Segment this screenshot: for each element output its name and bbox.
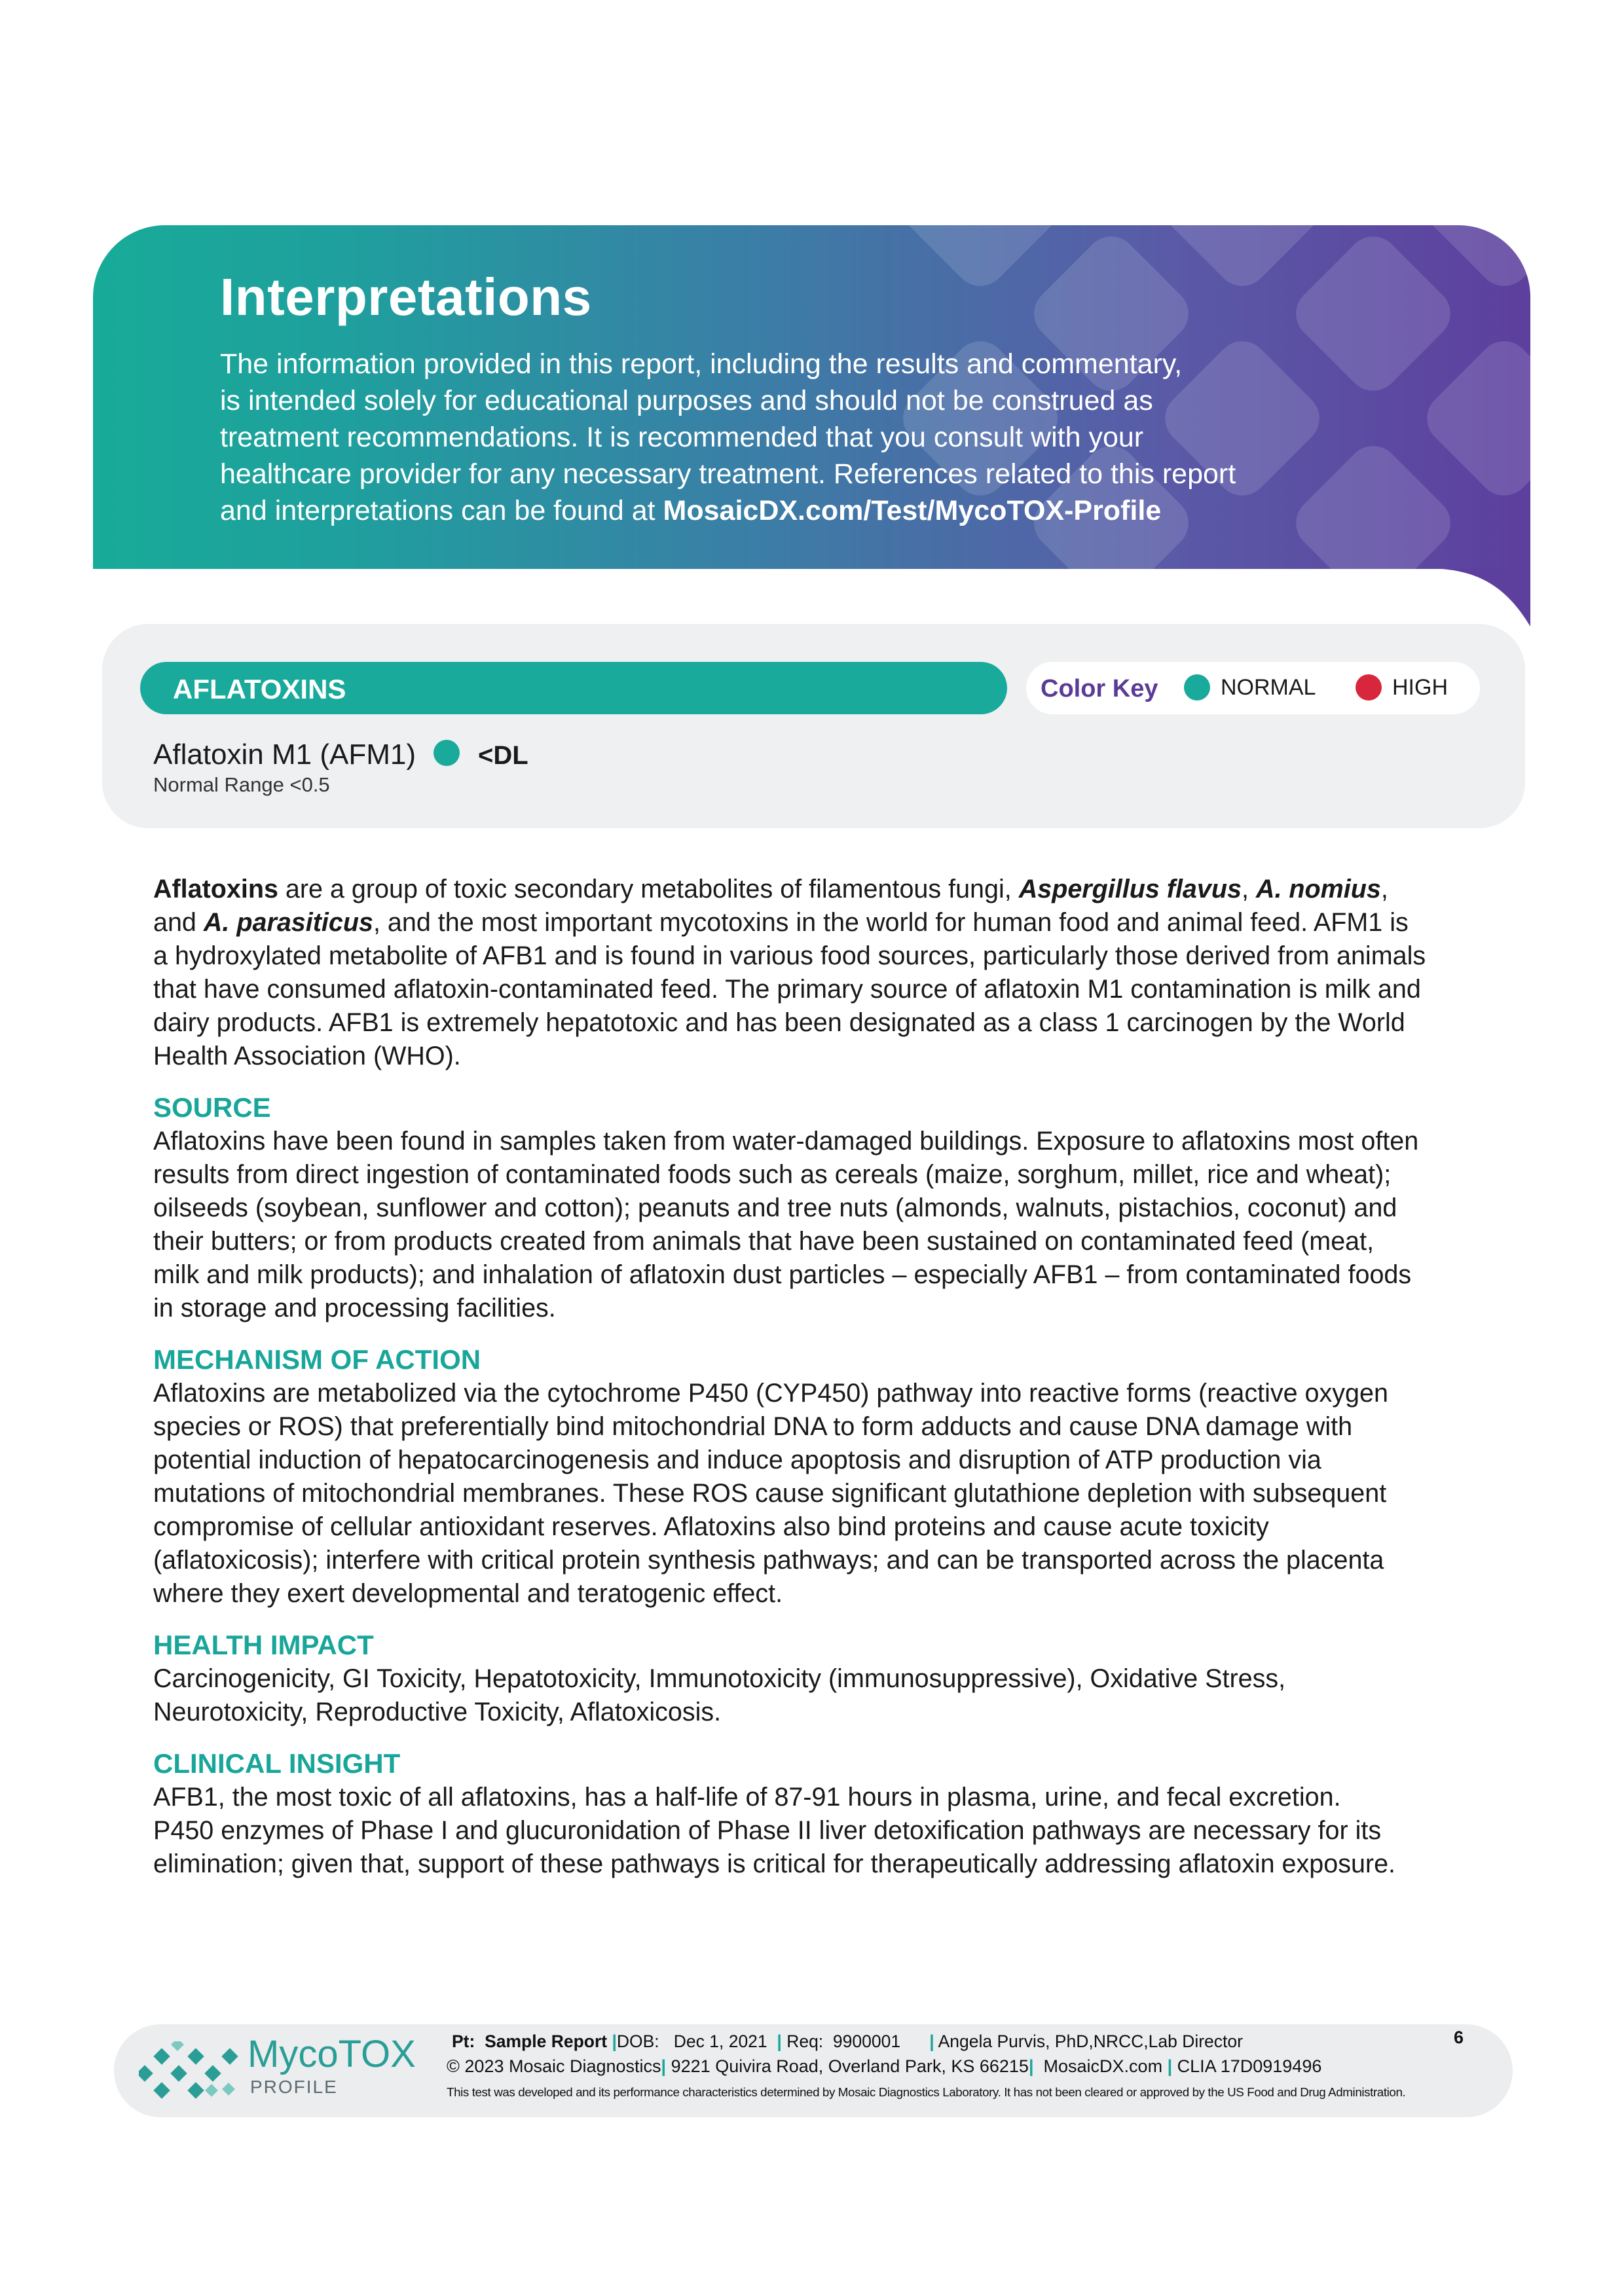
intro-text: , [1380,875,1388,903]
section-line: Aflatoxins are metabolized via the cytochrome P450 (CYP450) pathway into reactive forms (reactive oxygen [153,1379,1388,1408]
footer-disclaimer: This test was developed and its performance characteristics determined by Mosaic Diagnostics Laboratory. It has not been cleared or approved by the US Food and Drug Administration. [447,2085,1406,2099]
address: 9221 Quivira Road, Overland Park, KS 66215 [671,2056,1029,2076]
intro-paragraph [153,873,1476,1073]
reference-link[interactable]: MosaicDX.com/Test/MycoTOX-Profile [663,495,1162,526]
page-title: Interpretations [220,268,592,326]
result-panel [102,624,1525,828]
section-line: AFB1, the most toxic of all aflatoxins, has a half-life of 87-91 hours in plasma, urine, and fecal excretion. [153,1783,1341,1812]
banner-line-prefix: and interpretations can be found at [220,495,663,526]
patient-label: Pt: [452,2032,475,2051]
intro-term: Aflatoxins [153,875,278,903]
color-key-title: Color Key [1041,675,1158,702]
section-line: potential induction of hepatocarcinogenesis and induce apoptosis and disruption of ATP production via [153,1446,1321,1474]
banner-line: The information provided in this report, including the results and commentary, [220,348,1183,380]
section-line: Neurotoxicity, Reproductive Toxicity, Aflatoxicosis. [153,1698,722,1726]
intro-text: , [1241,875,1256,903]
website-link[interactable]: MosaicDX.com [1043,2056,1163,2076]
species-name: Aspergillus flavus [1018,875,1242,903]
high-label: HIGH [1392,675,1448,700]
patient-value: Sample Report [485,2032,608,2051]
intro-text: and [153,908,204,937]
normal-dot-icon [1184,674,1210,701]
normal-label: NORMAL [1221,675,1316,700]
section-line: P450 enzymes of Phase I and glucuronidation of Phase II liver detoxification pathways are necessary for its [153,1816,1382,1845]
clia-number: CLIA 17D0919496 [1177,2056,1322,2076]
footer-patient-line: Pt: Sample Report |DOB: Dec 1, 2021 | Req: 9900001 | Angela Purvis, PhD,NRCC,Lab Director [452,2032,1243,2051]
section-heading: SOURCE [153,1092,271,1123]
banner-line: treatment recommendations. It is recommended that you consult with your [220,422,1144,453]
intro-text: Health Association (WHO). [153,1042,461,1070]
intro-text: dairy products. AFB1 is extremely hepatotoxic and has been designated as a class 1 carcinogen by the World [153,1008,1405,1037]
section-line: compromise of cellular antioxidant reserves. Aflatoxins also bind proteins and cause acute toxicity [153,1512,1269,1541]
requisition: Req: 9900001 [786,2032,901,2051]
dob: DOB: Dec 1, 2021 [616,2032,767,2051]
section-line: milk and milk products); and inhalation of aflatoxin dust particles – especially AFB1 – from contaminated foods [153,1260,1412,1289]
mycotox-logo-icon [139,2041,240,2104]
intro-text: a hydroxylated metabolite of AFB1 and is found in various food sources, particularly those derived from animals [153,941,1426,970]
intro-text: that have consumed aflatoxin-contaminated feed. The primary source of aflatoxin M1 contamination is milk and [153,975,1421,1004]
section-line: results from direct ingestion of contaminated foods such as cereals (maize, sorghum, millet, rice and wheat); [153,1160,1392,1189]
intro-text: are a group of toxic secondary metabolites of filamentous fungi, [278,875,1019,903]
category-title: AFLATOXINS [173,674,346,704]
section-health-impact [153,1628,1476,1729]
page-number: 6 [1454,2028,1464,2047]
section-line: oilseeds (soybean, sunflower and cotton); peanuts and tree nuts (almonds, walnuts, pistachios, coconut) and [153,1194,1397,1222]
section-mechanism [153,1343,1476,1611]
section-line: Carcinogenicity, GI Toxicity, Hepatotoxicity, Immunotoxicity (immunosuppressive), Oxidative Stress, [153,1664,1286,1693]
banner-line: is intended solely for educational purposes and should not be construed as [220,385,1153,416]
analyte-value: <DL [478,741,528,770]
section-line: their butters; or from products created from animals that have been sustained on contaminated feed (meat, [153,1227,1375,1256]
banner-disclaimer [220,346,1346,529]
section-line: in storage and processing facilities. [153,1294,556,1322]
intro-text: , and the most important mycotoxins in the world for human food and animal feed. AFM1 is [373,908,1409,937]
lab-director: Angela Purvis, PhD,NRCC,Lab Director [938,2032,1243,2051]
section-line: Aflatoxins have been found in samples taken from water-damaged buildings. Exposure to aflatoxins most often [153,1127,1419,1156]
section-heading: HEALTH IMPACT [153,1630,374,1660]
section-source [153,1091,1476,1325]
species-name: A. nomius [1255,875,1381,903]
section-heading: MECHANISM OF ACTION [153,1344,481,1375]
high-dot-icon [1356,674,1382,701]
section-heading: CLINICAL INSIGHT [153,1748,401,1779]
analyte-name: Aflatoxin M1 (AFM1) [153,738,416,771]
analyte-normal-range: Normal Range <0.5 [153,773,330,796]
species-name: A. parasiticus [203,908,373,937]
section-line: mutations of mitochondrial membranes. These ROS cause significant glutathione depletion with subsequent [153,1479,1387,1508]
section-clinical-insight [153,1747,1476,1881]
footer-address-line: © 2023 Mosaic Diagnostics| 9221 Quivira Road, Overland Park, KS 66215| MosaicDX.com | CLIA 17D0919496 [447,2056,1322,2076]
banner-line [220,492,1346,529]
section-line: (aflatoxicosis); interfere with critical protein synthesis pathways; and can be transported across the placenta [153,1546,1384,1575]
logo-subtitle: PROFILE [250,2077,338,2097]
logo-wordmark: MycoTOX [248,2033,416,2075]
section-line: where they exert developmental and teratogenic effect. [153,1579,783,1608]
banner-line: healthcare provider for any necessary treatment. References related to this report [220,458,1236,490]
analyte-status-dot-icon [434,740,460,766]
interpretation-body [153,873,1476,1881]
section-line: species or ROS) that preferentially bind mitochondrial DNA to form adducts and cause DNA damage with [153,1412,1353,1441]
section-line: elimination; given that, support of these pathways is critical for therapeutically addressing aflatoxin exposure. [153,1850,1396,1878]
copyright: © 2023 Mosaic Diagnostics [447,2056,661,2076]
